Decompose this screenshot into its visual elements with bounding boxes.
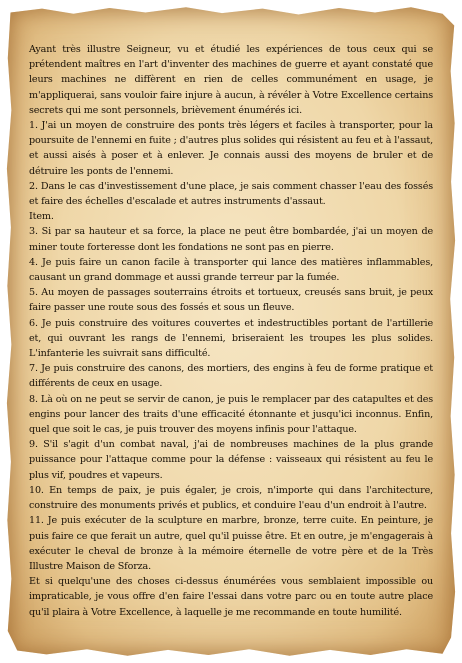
letter-item-2: 2. Dans le cas d'investissement d'une place, je sais comment chasser l'eau des fossés et faire des échelles d'escalade et autres instruments d'assaut.	[29, 180, 433, 208]
letter-item-5: 5. Au moyen de passages souterrains étroits et tortueux, creusés sans bruit, je peux faire passer une route sous des fossés et sous un fleuve.	[29, 287, 433, 314]
letter-item-7: 7. Je puis construire des canons, des mortiers, des engins à feu de forme pratique et différents de ceux en usage.	[29, 363, 433, 390]
letter-item-3: 3. Si par sa hauteur et sa force, la place ne peut être bombardée, j'ai un moyen de miner toute forteresse dont les fondations ne sont pas en pierre.	[29, 226, 433, 253]
letter-item-10: 10. En temps de paix, je puis égaler, je crois, n'importe qui dans l'architecture, construire des monuments privés et publics, et conduire l'eau d'un endroit à l'autre.	[29, 484, 433, 512]
letter-item-4: 4. Je puis faire un canon facile à transporter qui lance des matières inflammables, causant un grand dommage et aussi grande terreur par la fumée.	[29, 256, 433, 284]
letter-item-8: 8. Là où on ne peut se servir de canon, je puis le remplacer par des catapultes et des engins pour lancer des traits d'une efficacité étonnante et jusqu'ici inconnus. Enfin, quel que soit le cas, je puis trouver des moyens infinis pour l'attaque.	[29, 393, 433, 436]
letter-closing: Et si quelqu'une des choses ci-dessus énumérées vous semblaient impossible ou impraticable, je vous offre d'en faire l'essai dans votre parc ou en toute autre place qu'il plaira à Votre Excellence, à laquelle je me recommande en toute humilité.	[29, 576, 433, 618]
letter-item-9: 9. S'il s'agit d'un combat naval, j'ai de nombreuses machines de la plus grande puissance pour l'attaque comme pour la défense : vaisseaux qui résistent au feu le plus vif, poudres et vapeurs.	[29, 439, 433, 481]
letter-item-6: 6. Je puis construire des voitures couvertes et indestructibles portant de l'artillerie et, qui ouvrant les rangs de l'ennemi, briseraient les troupes les plus solides. L'infanterie les suivrait sans difficulté.	[29, 317, 433, 360]
letter-body	[29, 42, 433, 620]
letter-item-1: 1. J'ai un moyen de construire des ponts très légers et faciles à transporter, pour la poursuite de l'ennemi en fuite ; d'autres plus solides qui résistent au feu et à l'assaut, et aussi aisés à poser et à enlever. Je connais aussi des moyens de bruler et de détruire les ponts de l'ennemi.	[29, 120, 433, 177]
letter-item-label: Item.	[29, 211, 54, 223]
letter-intro: Ayant très illustre Seigneur, vu et étudié les expériences de tous ceux qui se prétendent maîtres en l'art d'inventer des machines de guerre et ayant constaté que leurs machines ne diffèrent en rien de celles communément en usage, je m'appliquerai, sans vouloir faire injure à aucun, à révéler à Votre Excellence certains secrets qui me sont personnels, brièvement énumérés ici.	[29, 44, 433, 116]
letter-item-11: 11. Je puis exécuter de la sculpture en marbre, bronze, terre cuite. En peinture, je puis faire ce que ferait un autre, quel qu'il puisse être. Et en outre, je m'engagerais à exécuter le cheval de bronze à la mémoire éternelle de votre père et de la Très Illustre Maison de Sforza.	[29, 515, 433, 572]
